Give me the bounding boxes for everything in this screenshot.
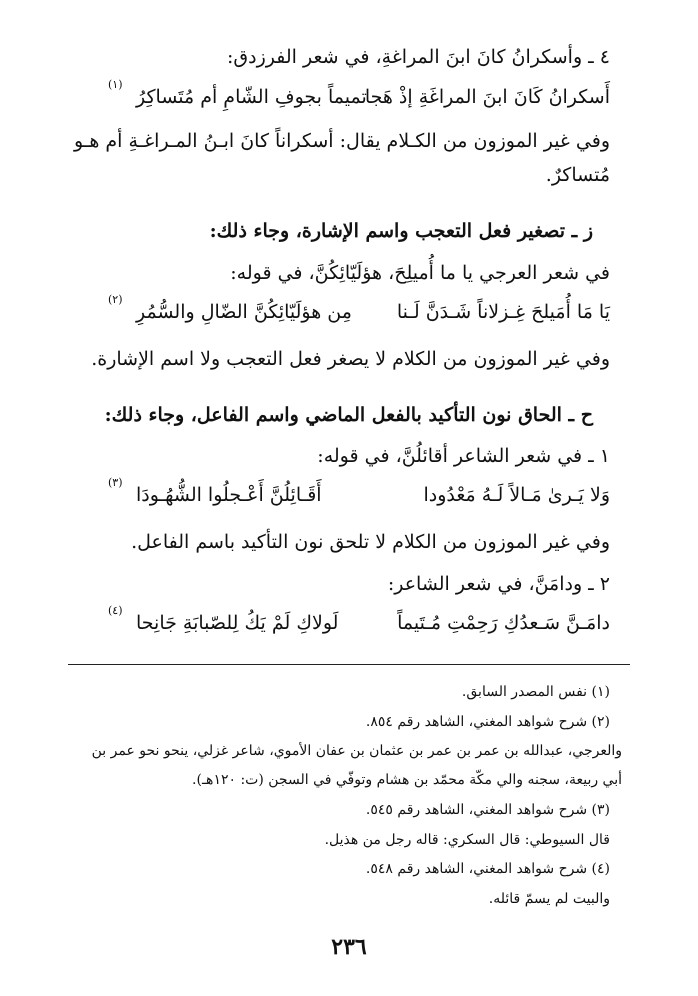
section-h-item1: ١ ـ في شعر الشاعر أقائلُنَّ، في قوله: [317, 445, 610, 467]
section-z-heading: ز ـ تصغير فعل التعجب واسم الإشارة، وجاء ذلك: [209, 220, 593, 242]
z-verse-left: مِن هؤلَيّائِكُنَّ الضّالِ والسُّمُرِ [136, 301, 352, 323]
z-verse-footnote-marker: (٢) [108, 293, 123, 306]
section-z-prose: وفي غير الموزون من الكلام لا يصغر فعل التعجب ولا اسم الإشارة. [91, 348, 610, 370]
p1-verse-left: تميماً بجوفِ الشّامِ أم مُتَساكِرُ [136, 86, 367, 108]
p1-verse-right: أَسكرانُ كَانَ ابنَ المراغَةِ إذْ هَجا [364, 86, 610, 108]
footnote-2: (٢) شرح شواهد المغني، الشاهد رقم ٨٥٤. [365, 714, 610, 730]
p1-prose-line1: وفي غير الموزون من الكـلام يقال: أسكراناً كانَ ابـنُ المـراغـةِ أم هـو [73, 130, 610, 152]
page-number: ٢٣٦ [331, 934, 367, 960]
h-verse2-left: لَولاكِ لَمْ يَكُ لِلصّبابَةِ جَانِحا [136, 612, 339, 634]
z-verse-right: يَا مَا أُمَيلحَ غِـزلاناً شَـدَنَّ لَـنا [396, 301, 610, 323]
footnote-2-detail-line1: والعرجي، عبدالله بن عمر بن عمر بن عثمان بن عفان الأموي، شاعر غزلي، ينحو نحو عمر بن [91, 743, 622, 759]
p1-verse-footnote-marker: (١) [108, 78, 123, 91]
footnote-4: (٤) شرح شواهد المغني، الشاهد رقم ٥٤٨. [365, 861, 610, 877]
p1-prose-line2: مُتساكرٌ. [545, 164, 610, 186]
h-verse2-footnote-marker: (٤) [108, 604, 123, 617]
footnote-separator [68, 664, 630, 665]
h-verse2-right: دامَـنَّ سَـعدُكِ رَحِمْتِ مُـتَيماً [397, 612, 610, 634]
footnote-2-detail-line2: أبي ربيعة، سجنه والي مكّة محمّد بن هشام وتوفّي في السجن (ت: ١٢٠هـ). [192, 772, 622, 788]
section-h-prose1: وفي غير الموزون من الكلام لا تلحق نون التأكيد باسم الفاعل. [131, 531, 610, 553]
section-h-item2: ٢ ـ ودامَنَّ، في شعر الشاعر: [387, 573, 610, 595]
section-z-intro: في شعر العرجي يا ما أُميلِحَ، هؤلَيّائِكُنَّ، في قوله: [230, 262, 610, 284]
footnote-3: (٣) شرح شواهد المغني، الشاهد رقم ٥٤٥. [365, 802, 610, 818]
h-verse1-footnote-marker: (٣) [108, 476, 123, 489]
footnote-3-detail: قال السيوطي: قال السكري: قاله رجل من هذيل. [324, 832, 610, 848]
h-verse1-right: وَلا يَـرىٰ مَـالاً لَـهُ مَعْدُودا [423, 484, 610, 506]
footnote-4-detail: والبيت لم يسمّ قائله. [488, 891, 610, 907]
p1-heading: ٤ ـ وأسكرانُ كانَ ابنَ المراغةِ، في شعر الفرزدق: [226, 46, 610, 68]
footnote-1: (١) نفس المصدر السابق. [461, 684, 610, 700]
section-h-heading: ح ـ الحاق نون التأكيد بالفعل الماضي واسم الفاعل، وجاء ذلك: [104, 404, 593, 426]
h-verse1-left: أَقَـائِلُنَّ أَعْـجلُوا الشُّهُـودَا [136, 484, 322, 506]
